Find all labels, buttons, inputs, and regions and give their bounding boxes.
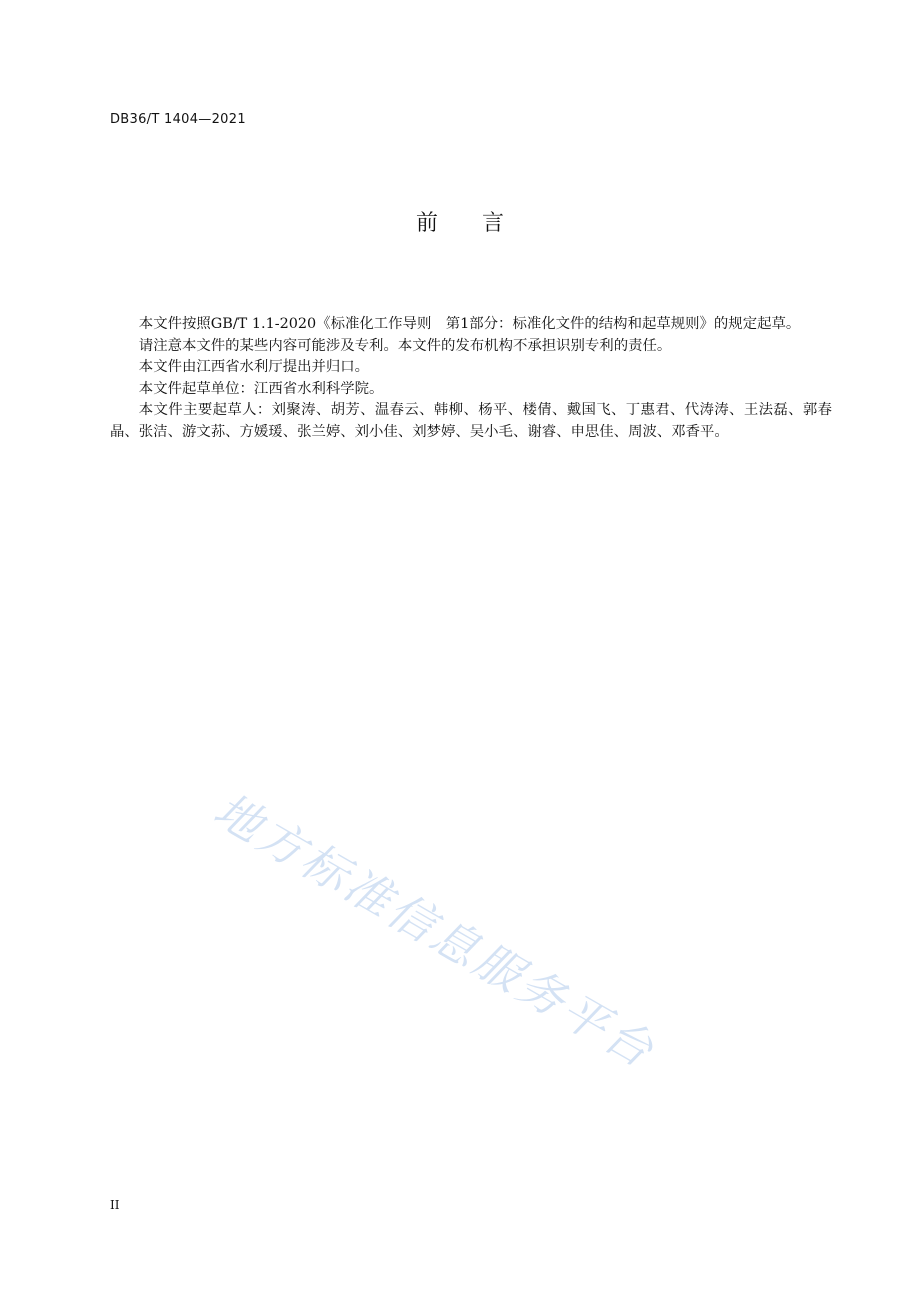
foreword-body	[110, 314, 832, 443]
paragraph-patent-notice: 请注意本文件的某些内容可能涉及专利。本文件的发布机构不承担识别专利的责任。	[138, 337, 672, 354]
section-title: 前言	[415, 211, 548, 236]
paragraph-drafters: 本文件主要起草人：刘聚涛、胡芳、温春云、韩柳、杨平、楼倩、戴国飞、丁惠君、代涛涛、王法磊、郭春晶、张洁、游文荪、方媛瑗、张兰婷、刘小佳、刘梦婷、吴小毛、谢睿、申思佳、周波、邓香平。	[110, 402, 832, 440]
paragraph-drafting-unit: 本文件起草单位：江西省水利科学院。	[138, 380, 384, 397]
watermark-text: 地方标准信息服务平台	[205, 782, 666, 1079]
document-code: DB36/T 1404—2021	[110, 112, 246, 127]
paragraph-drafting-rules: 本文件按照GB/T 1.1-2020《标准化工作导则 第1部分：标准化文件的结构和起草规则》的规定起草。	[138, 316, 801, 332]
paragraph-proposer: 本文件由江西省水利厅提出并归口。	[138, 359, 370, 375]
page-number: II	[110, 1198, 120, 1212]
